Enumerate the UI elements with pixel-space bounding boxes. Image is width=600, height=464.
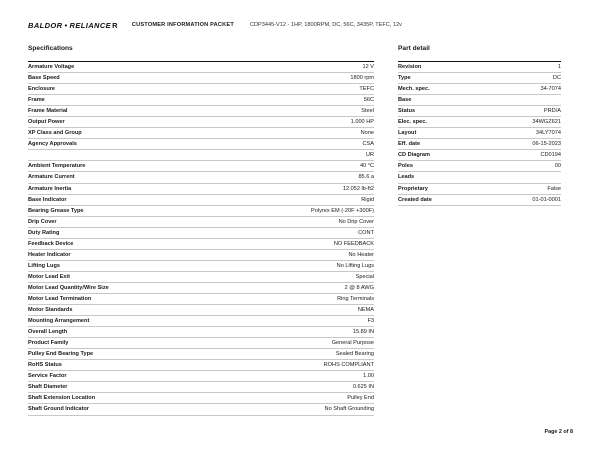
table-row	[28, 360, 374, 371]
row-value: 12.052 lb-ft2	[342, 185, 374, 192]
row-label: Elec. spec.	[398, 119, 427, 126]
row-value: NO FEEDBACK	[333, 240, 374, 247]
table-row	[398, 62, 561, 73]
table-row	[28, 195, 374, 206]
row-value: Steel	[361, 108, 374, 115]
row-label: Base Indicator	[28, 196, 67, 203]
row-label: Mech. spec.	[398, 86, 430, 93]
table-row	[398, 172, 561, 183]
table-row	[398, 128, 561, 139]
row-value: UR	[365, 152, 374, 159]
table-row	[28, 117, 374, 128]
table-row	[28, 261, 374, 272]
row-value: 1.00	[363, 373, 374, 380]
row-value: CD0194	[540, 152, 561, 159]
row-value: Polyrex EM (-20F +300F)	[311, 207, 374, 214]
part-detail-heading: Part detail	[398, 45, 430, 52]
table-row	[28, 327, 374, 338]
table-row	[28, 84, 374, 95]
row-label: Poles	[398, 163, 413, 170]
row-label: Overall Length	[28, 329, 68, 336]
row-label: Base Speed	[28, 75, 60, 82]
row-value: General Purpose	[331, 340, 374, 347]
table-row	[398, 139, 561, 150]
page-number: Page 2 of 8	[544, 429, 573, 435]
row-value: Rigid	[361, 196, 374, 203]
table-row	[28, 95, 374, 106]
row-value: Sealed Bearing	[335, 351, 374, 358]
logo-mark: R	[112, 20, 118, 30]
table-row	[28, 128, 374, 139]
table-row	[28, 349, 374, 360]
specifications-heading: Specifications	[28, 45, 73, 52]
row-value: 56C	[363, 97, 374, 104]
row-value: No Heater	[348, 251, 374, 258]
row-label: Product Family	[28, 340, 69, 347]
row-value: 1.000 HP	[350, 119, 374, 126]
row-label: Enclosure	[28, 86, 56, 93]
row-value: Special	[355, 273, 374, 280]
table-row	[28, 228, 374, 239]
row-label: Ambient Temperature	[28, 163, 86, 170]
table-row	[398, 84, 561, 95]
row-value: 12 V	[362, 64, 374, 71]
table-row	[28, 139, 374, 150]
row-value: Ring Terminals	[337, 296, 374, 302]
table-row	[28, 106, 374, 117]
row-label: Shaft Ground Indicator	[28, 406, 89, 413]
row-label: Pulley End Bearing Type	[28, 351, 94, 358]
table-row	[28, 272, 374, 283]
row-value: CSA	[362, 141, 374, 148]
table-row	[28, 305, 374, 316]
row-value: 34LY7074	[535, 130, 561, 137]
row-value: CONT	[358, 229, 374, 236]
document-description: CDP3445-V12 - 1HP, 1800RPM, DC, 56C, 3435P, TEFC, 12v	[249, 22, 402, 28]
row-value: No Lifting Lugs	[336, 262, 374, 269]
row-value: None	[360, 130, 374, 137]
row-label: Created date	[398, 196, 432, 203]
row-label: Base	[398, 97, 412, 104]
row-label: Service Factor	[28, 373, 67, 380]
row-label: Layout	[398, 130, 417, 137]
row-label: Motor Standards	[28, 307, 73, 314]
table-row	[398, 106, 561, 117]
table-row	[28, 316, 374, 327]
row-label: Frame Material	[28, 108, 68, 115]
row-label: Status	[398, 108, 416, 115]
specifications-table	[28, 61, 374, 416]
row-label: Motor Lead Quantity/Wire Size	[28, 284, 109, 291]
row-value: 34-7074	[540, 86, 561, 93]
row-label: Revision	[398, 64, 422, 71]
row-value: 0.625 IN	[352, 384, 374, 391]
table-row	[28, 206, 374, 217]
table-row	[398, 195, 561, 206]
row-label: Heater Indicator	[28, 251, 71, 258]
row-label: Armature Voltage	[28, 64, 75, 71]
row-label: Drip Cover	[28, 218, 57, 225]
row-value: 01-01-0001	[532, 196, 561, 203]
row-value: 06-15-2023	[532, 141, 561, 148]
row-value: F3	[367, 318, 374, 325]
part-detail-table	[398, 61, 561, 206]
table-row	[28, 250, 374, 261]
row-value: DC	[552, 75, 561, 82]
packet-title: CUSTOMER INFORMATION PACKET	[131, 22, 234, 28]
row-value: No Shaft Grounding	[324, 406, 374, 413]
table-row	[28, 184, 374, 195]
row-value: 1	[557, 64, 561, 71]
row-label: Shaft Extension Location	[28, 395, 96, 402]
table-row	[28, 62, 374, 73]
table-row	[28, 161, 374, 172]
row-value: NEMA	[357, 307, 374, 314]
row-value: 1800 rpm	[350, 75, 374, 82]
table-row	[28, 338, 374, 349]
table-row	[398, 184, 561, 195]
row-value: 85.6 a	[358, 174, 374, 181]
table-row	[28, 404, 374, 415]
table-row	[398, 150, 561, 161]
row-label: CD Diagram	[398, 152, 431, 159]
table-row	[28, 239, 374, 250]
table-row	[398, 161, 561, 172]
row-label: Armature Current	[28, 174, 75, 181]
row-value: TEFC	[359, 86, 374, 93]
table-row	[28, 382, 374, 393]
row-value: PRD/A	[543, 108, 561, 115]
row-label: Eff. date	[398, 141, 421, 148]
row-value: 15.89 IN	[352, 329, 374, 336]
row-label: Lifting Lugs	[28, 262, 61, 269]
table-row	[398, 95, 561, 106]
table-row	[28, 172, 374, 183]
table-row	[28, 73, 374, 84]
row-value: ROHS COMPLIANT	[323, 362, 374, 369]
row-label: Feedback Device	[28, 240, 74, 247]
table-row	[28, 294, 374, 305]
row-label: Motor Lead Exit	[28, 273, 70, 280]
page-header	[28, 19, 402, 31]
row-label: Armature Inertia	[28, 185, 72, 192]
row-label: RoHS Status	[28, 362, 62, 369]
row-value: False	[547, 185, 561, 192]
logo-text-reliance: RELIANCE	[69, 20, 112, 30]
row-value: 34WGZ621	[532, 119, 561, 126]
row-value: 40 °C	[359, 163, 374, 170]
row-value: 2 @ 8 AWG	[344, 284, 374, 291]
table-row	[28, 150, 374, 161]
logo-text-baldor: BALDOR	[28, 20, 63, 30]
logo-separator: •	[64, 20, 68, 30]
row-label: Proprietary	[398, 185, 428, 192]
row-label: Motor Lead Termination	[28, 296, 92, 302]
table-row	[28, 371, 374, 382]
row-label: Type	[398, 75, 411, 82]
table-row	[398, 117, 561, 128]
row-label: Bearing Grease Type	[28, 207, 84, 214]
baldor-reliance-logo	[28, 21, 118, 30]
row-label: XP Class and Group	[28, 130, 82, 137]
row-value: 00	[554, 163, 561, 170]
table-row	[28, 217, 374, 228]
table-row	[398, 73, 561, 84]
row-label: Leads	[398, 174, 415, 181]
row-value: Pulley End	[347, 395, 374, 402]
table-row	[28, 283, 374, 294]
row-label: Duty Rating	[28, 229, 60, 236]
row-label: Shaft Diameter	[28, 384, 68, 391]
row-label: Mounting Arrangement	[28, 318, 90, 325]
table-row	[28, 393, 374, 404]
row-label: Frame	[28, 97, 45, 104]
row-label: Output Power	[28, 119, 65, 126]
row-value: No Drip Cover	[338, 218, 374, 225]
row-label: Agency Approvals	[28, 141, 77, 148]
